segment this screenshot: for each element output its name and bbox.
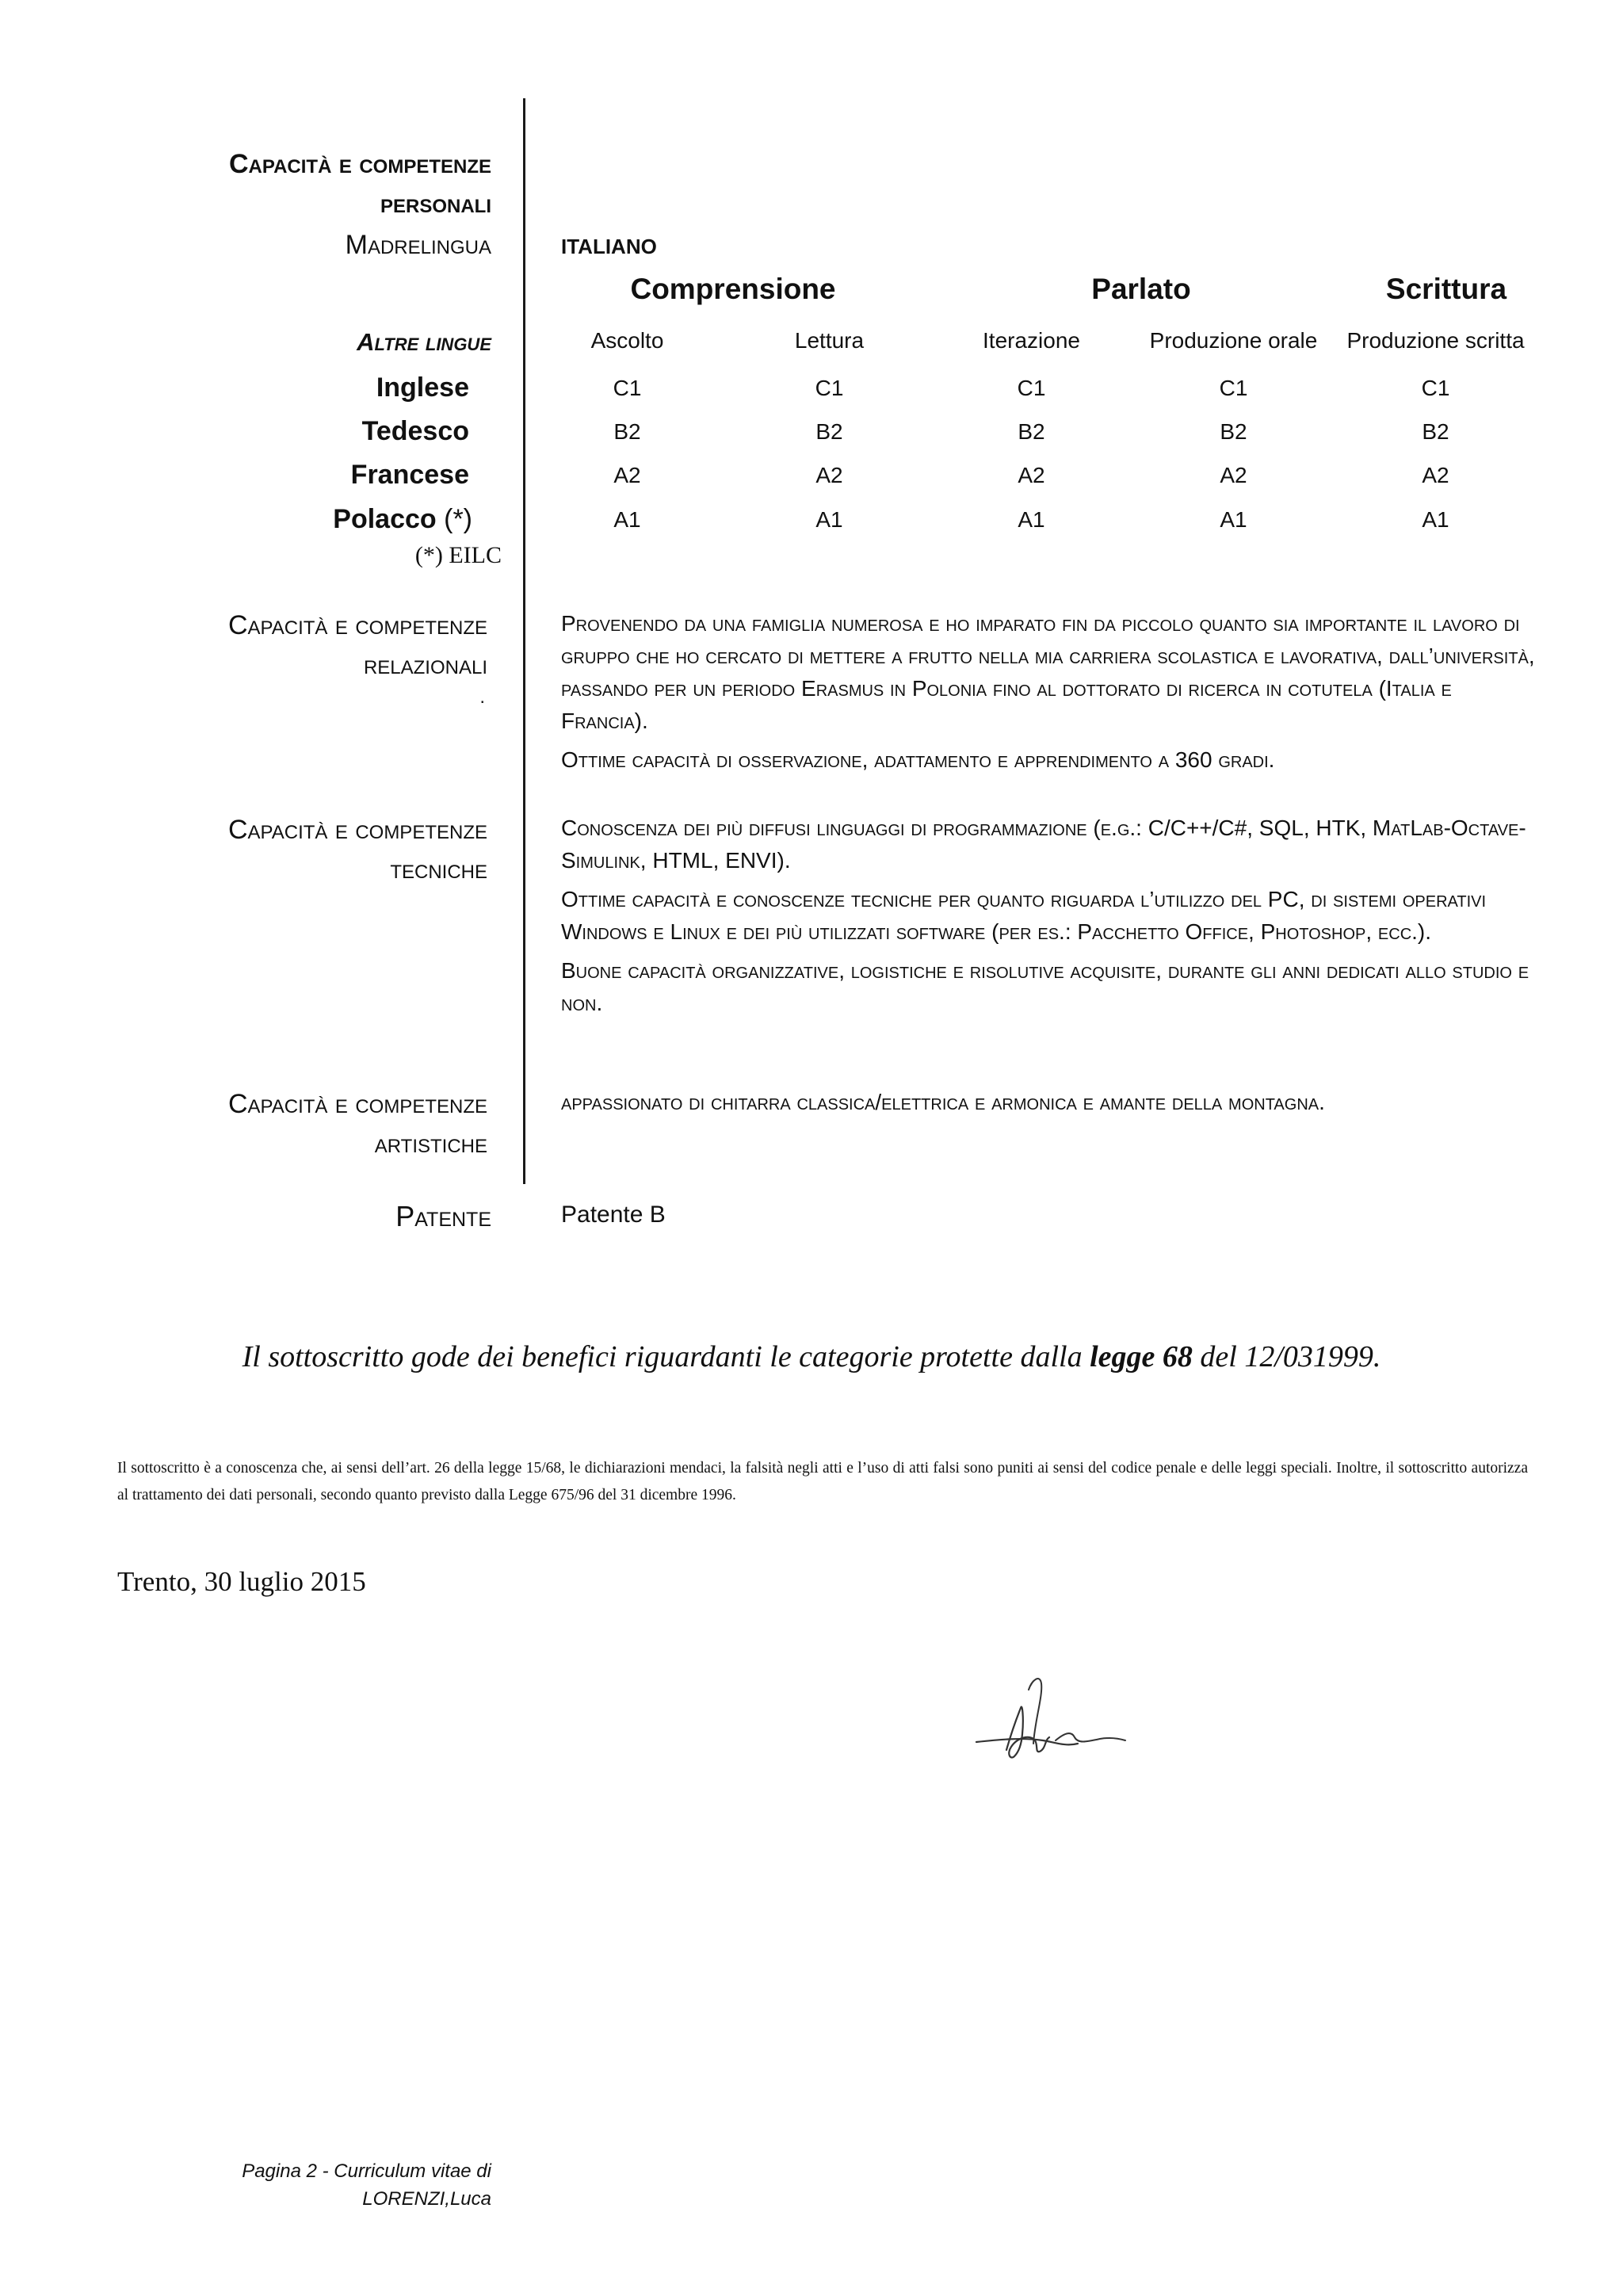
language-name: Tedesco (361, 416, 469, 446)
declaration-law: legge 68 (1090, 1340, 1193, 1373)
language-name: Inglese (376, 372, 469, 403)
declaration-date: del 12/031999. (1192, 1340, 1381, 1373)
decorative-dot: . (479, 686, 485, 708)
technical-paragraph: Ottime capacità e conoscenze tecniche per quanto riguarda l’utilizzo del PC, di sistemi operativi Windows e Linux e dei più utilizzati software (per es.: Pacchetto Office, Photoshop, ecc.). (561, 887, 1487, 944)
protected-category-declaration (0, 1339, 1623, 1374)
level-cell: A2 (613, 463, 641, 487)
personal-section-subtitle: personali (380, 189, 491, 219)
level-cell: A1 (1422, 507, 1449, 532)
handwritten-signature (967, 1664, 1141, 1783)
level-cell: C1 (1421, 376, 1450, 400)
column-header-written-production: Produzione scritta (1346, 328, 1525, 353)
level-cell: B2 (1220, 419, 1247, 444)
language-note-marker: (*) (436, 504, 472, 534)
artistic-section-title: Capacità e competenze (227, 1089, 487, 1119)
level-cell: B2 (815, 419, 843, 444)
column-header-reading: Lettura (794, 328, 865, 353)
level-cell: A1 (1220, 507, 1247, 532)
column-header-oral-production: Produzione orale (1149, 328, 1318, 353)
place-and-date: Trento, 30 luglio 2015 (117, 1566, 366, 1597)
column-header-listening: Ascolto (590, 328, 664, 353)
artistic-paragraph: appassionato di chitarra classica/elettrica e armonica e amante della montagna. (561, 1090, 1325, 1114)
technical-paragraph: Buone capacità organizzative, logistiche e risolutive acquisite, durante gli anni dedicati allo studio e non. (561, 958, 1529, 1015)
mother-tongue-value: ITALIANO (561, 235, 657, 258)
language-footnote: (*) EILC (414, 542, 502, 568)
level-cell: C1 (815, 376, 844, 400)
language-name-with-note (333, 504, 472, 535)
declaration-text: Il sottoscritto gode dei benefici riguardanti le categorie protette dalla (242, 1340, 1090, 1373)
language-name: Polacco (333, 504, 437, 534)
group-header-writing: Scrittura (1385, 273, 1507, 305)
mother-tongue-label: Madrelingua (345, 230, 491, 260)
technical-section-title: Capacità e competenze (227, 815, 487, 845)
artistic-section-subtitle: artistiche (374, 1129, 487, 1159)
footer-page-line: Pagina 2 - Curriculum vitae di (242, 2160, 491, 2182)
language-name: Francese (350, 460, 469, 490)
level-cell: C1 (613, 376, 642, 400)
other-languages-label: Altre lingue (357, 328, 491, 356)
group-header-speaking: Parlato (1091, 273, 1191, 305)
technical-section-subtitle: tecniche (390, 854, 487, 884)
relational-section-subtitle: relazionali (363, 650, 487, 680)
legal-note: Il sottoscritto è a conoscenza che, ai sensi dell’art. 26 della legge 15/68, le dichiarazioni mendaci, la falsità negli atti e l’uso di atti falsi sono puniti ai sensi del codice penale e delle leggi speciali. Inoltre, il sottoscritto autorizza al trattamento dei dati personali, secondo quanto previsto dalla Legge 675/96 del 31 dicembre 1996. (117, 1460, 1528, 1503)
technical-paragraph: Conoscenza dei più diffusi linguaggi di programmazione (e.g.: C/C++/C#, SQL, HTK, MatLab-Octave-Simulink, HTML, ENVI). (561, 816, 1526, 873)
level-cell: A2 (1422, 463, 1449, 487)
level-cell: A2 (1018, 463, 1045, 487)
relational-section-title: Capacità e competenze (227, 610, 487, 640)
level-cell: A2 (1220, 463, 1247, 487)
group-header-comprehension: Comprensione (630, 273, 836, 305)
level-cell: B2 (613, 419, 641, 444)
relational-paragraph: Provenendo da una famiglia numerosa e ho imparato fin da piccolo quanto sia importante il lavoro di gruppo che ho cercato di mettere a frutto nella mia carriera scolastica e lavorativa, dall’università, passando per un periodo Erasmus in Polonia fino al dottorato di ricerca in cotutela (Italia e Francia). (561, 611, 1535, 733)
license-label: Patente (395, 1200, 491, 1232)
section-divider-line (523, 98, 525, 1184)
relational-paragraph: Ottime capacità di osservazione, adattamento e apprendimento a 360 gradi. (561, 747, 1275, 772)
personal-section-title: Capacità e competenze (228, 149, 491, 179)
footer-name-line: LORENZI,Luca (362, 2188, 491, 2210)
level-cell: C1 (1219, 376, 1248, 400)
license-value: Patente B (561, 1201, 666, 1228)
level-cell: B2 (1018, 419, 1045, 444)
level-cell: C1 (1017, 376, 1046, 400)
relational-text (561, 607, 1544, 782)
level-cell: A1 (815, 507, 843, 532)
artistic-text (561, 1086, 1544, 1125)
level-cell: A1 (613, 507, 641, 532)
level-cell: A2 (815, 463, 843, 487)
column-header-interaction: Iterazione (983, 328, 1080, 353)
technical-text (561, 812, 1544, 1026)
level-cell: A1 (1018, 507, 1045, 532)
level-cell: B2 (1422, 419, 1449, 444)
page-footer (238, 2157, 491, 2213)
